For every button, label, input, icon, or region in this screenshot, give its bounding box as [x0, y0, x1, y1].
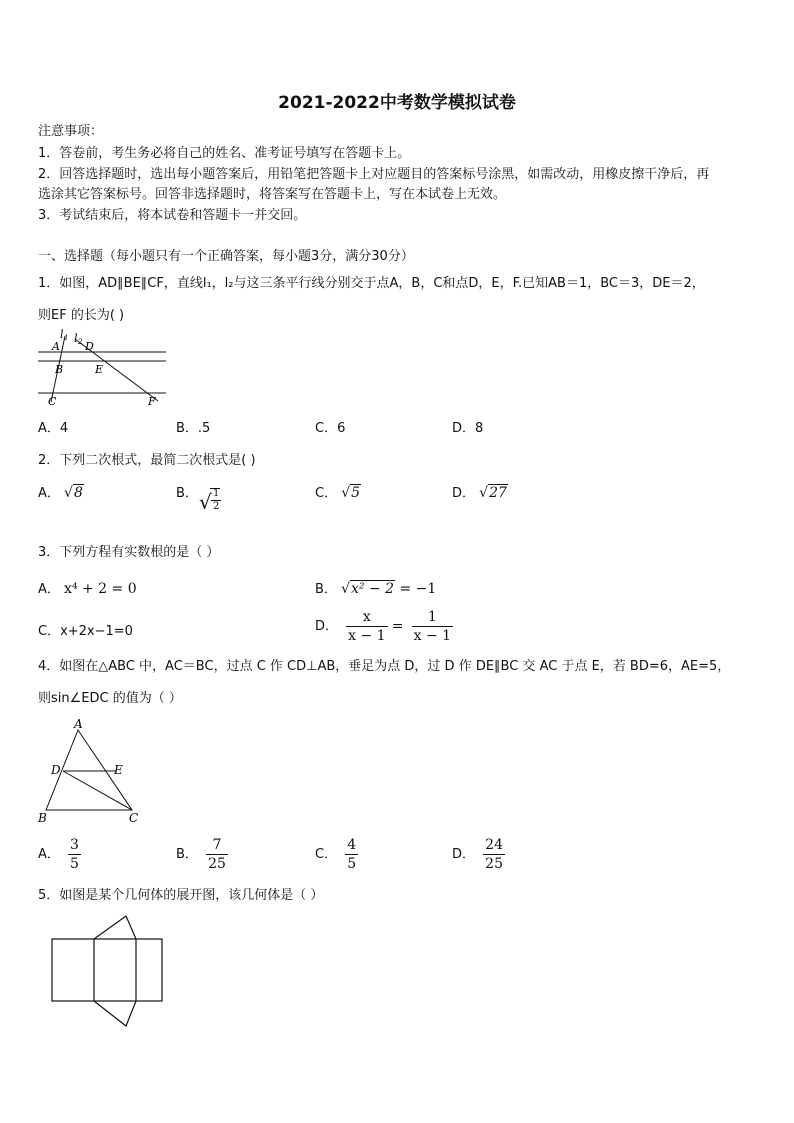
q2-option-d-radicand: 27 [489, 485, 507, 501]
q2-option-c[interactable] [315, 482, 361, 501]
q4-option-c-den: 5 [347, 856, 357, 872]
q4-option-b-den: 25 [208, 856, 226, 872]
q4-option-d-frac [483, 836, 505, 873]
q4-fig-D: D [51, 763, 61, 777]
q4-fig-E: E [114, 763, 123, 777]
q4-option-b[interactable] [176, 836, 228, 873]
q3-option-d-label: D． [315, 619, 339, 634]
q1-figure [38, 327, 173, 407]
q3-option-a-label: A． [38, 582, 60, 597]
q3-option-d[interactable] [315, 608, 453, 645]
q4-fig-B: B [38, 811, 47, 825]
q2-option-b-den: 2 [213, 501, 220, 512]
q2-option-b-radical-sign: √ [199, 490, 212, 514]
q4-option-d-num: 24 [485, 837, 503, 853]
q4-option-d-den: 25 [485, 856, 503, 872]
q3-option-d-den2: x − 1 [413, 628, 452, 644]
q4-option-a[interactable] [38, 836, 81, 873]
q3-option-b-rest: = −1 [395, 581, 437, 597]
q1-fig-l2: l [74, 332, 78, 345]
q2-option-c-expr: √5 [341, 485, 361, 501]
q4-option-a-den: 5 [70, 856, 79, 872]
q2-option-b-fraction [211, 488, 221, 513]
q4-option-a-frac [68, 836, 81, 873]
q3-option-b-expr: √x² − 2 = −1 [341, 581, 437, 597]
q4-option-c-num: 4 [347, 837, 357, 853]
q3-option-b-radicand: x² − 2 [350, 581, 395, 597]
notice-line-2a: 2．回答选择题时，选出每小题答案后，用铅笔把答题卡上对应题目的答案标号涂黑，如需改动，用橡皮擦干净后，再 [38, 167, 710, 182]
q1-fig-F: F [148, 395, 156, 407]
q4-figure [36, 716, 146, 826]
q4-option-d-label: D． [452, 847, 476, 862]
q1-fig-D: D [85, 340, 94, 353]
q4-option-b-frac [206, 836, 228, 873]
q4-stem-line1: 4．如图在△ABC 中，AC＝BC，过点 C 作 CD⊥AB，垂足为点 D，过 D 作 DE∥BC 交 AC 于点 E，若 BD=6，AE=5， [38, 659, 731, 674]
q2-option-b-num: 1 [213, 488, 220, 499]
q2-option-c-radicand: 5 [351, 485, 361, 501]
q3-option-d-den1: x − 1 [348, 628, 386, 644]
q1-fig-B: B [55, 363, 64, 376]
q4-fig-A: A [74, 717, 83, 731]
q5-stem: 5．如图是某个几何体的展开图，该几何体是（ ） [38, 888, 324, 903]
q3-option-b[interactable] [315, 578, 436, 597]
q1-fig-E: E [95, 363, 104, 376]
q4-stem-line2: 则sin∠EDC 的值为（ ） [38, 691, 182, 706]
q5-net-figure [50, 913, 166, 1031]
q2-stem: 2．下列二次根式，最简二次根式是( ) [38, 453, 256, 468]
q1-stem-line1: 1．如图，AD∥BE∥CF，直线l₁，l₂与这三条平行线分别交于点A，B，C和点D，E，F.已知AB＝1，BC＝3，DE＝2， [38, 276, 705, 291]
q4-fig-C: C [129, 811, 139, 825]
q3-option-a[interactable] [38, 578, 137, 597]
q4-option-c[interactable] [315, 836, 358, 873]
q2-option-b[interactable] [176, 482, 198, 501]
q3-option-d-num2: 1 [412, 608, 453, 627]
q2-option-d[interactable] [452, 482, 508, 501]
q1-fig-C: C [48, 395, 57, 407]
q3-stem: 3．下列方程有实数根的是（ ） [38, 545, 220, 560]
notice-heading: 注意事项： [38, 124, 104, 139]
q4-option-c-frac [345, 836, 358, 873]
q3-option-d-frac1 [346, 608, 387, 645]
notice-line-2b: 选涂其它答案标号。回答非选择题时，将答案写在答题卡上，写在本试卷上无效。 [38, 187, 507, 202]
q1-option-b[interactable]: B．.5 [176, 421, 211, 436]
q4-option-a-label: A． [38, 847, 60, 862]
section-heading: 一、选择题（每小题只有一个正确答案，每小题3分，满分30分） [38, 249, 414, 264]
q1-fig-l1-sub: 1 [64, 334, 69, 342]
q2-option-a-radicand: 8 [73, 485, 83, 501]
q2-option-a-expr: √8 [64, 485, 83, 501]
q3-option-d-eq: = [391, 618, 404, 635]
q3-option-d-frac2 [412, 608, 453, 645]
q2-option-c-label: C． [315, 486, 338, 501]
q1-option-d[interactable]: D．8 [452, 421, 484, 436]
q4-option-b-num: 7 [206, 836, 228, 855]
q4-option-a-num: 3 [70, 837, 79, 853]
q1-fig-l1: l [60, 328, 64, 341]
q3-option-a-expr: x⁴ + 2 = 0 [64, 581, 137, 597]
q3-option-c[interactable]: C．x+2x−1=0 [38, 624, 133, 639]
q2-option-a-label: A． [38, 486, 60, 501]
q1-fig-A: A [52, 340, 60, 353]
q2-option-b-label: B． [176, 486, 198, 501]
q3-option-d-num1: x [346, 608, 387, 627]
q3-option-b-label: B． [315, 582, 337, 597]
notice-line-1: 1．答卷前，考生务必将自己的姓名、准考证号填写在答题卡上。 [38, 146, 411, 161]
q1-stem-line2: 则EF 的长为( ) [38, 308, 125, 323]
q4-option-c-label: C． [315, 847, 338, 862]
q1-fig-l2-sub: 2 [78, 338, 83, 346]
q2-option-a[interactable] [38, 482, 84, 501]
notice-line-3: 3．考试结束后，将本试卷和答题卡一并交回。 [38, 208, 307, 223]
q4-option-b-label: B． [176, 847, 198, 862]
page-title: 2021-2022中考数学模拟试卷 [278, 93, 516, 113]
q2-option-d-label: D． [452, 486, 476, 501]
q2-option-d-expr: √27 [479, 485, 507, 501]
q1-option-c[interactable]: C．6 [315, 421, 346, 436]
q4-option-d[interactable] [452, 836, 505, 873]
q1-option-a[interactable]: A．4 [38, 421, 69, 436]
